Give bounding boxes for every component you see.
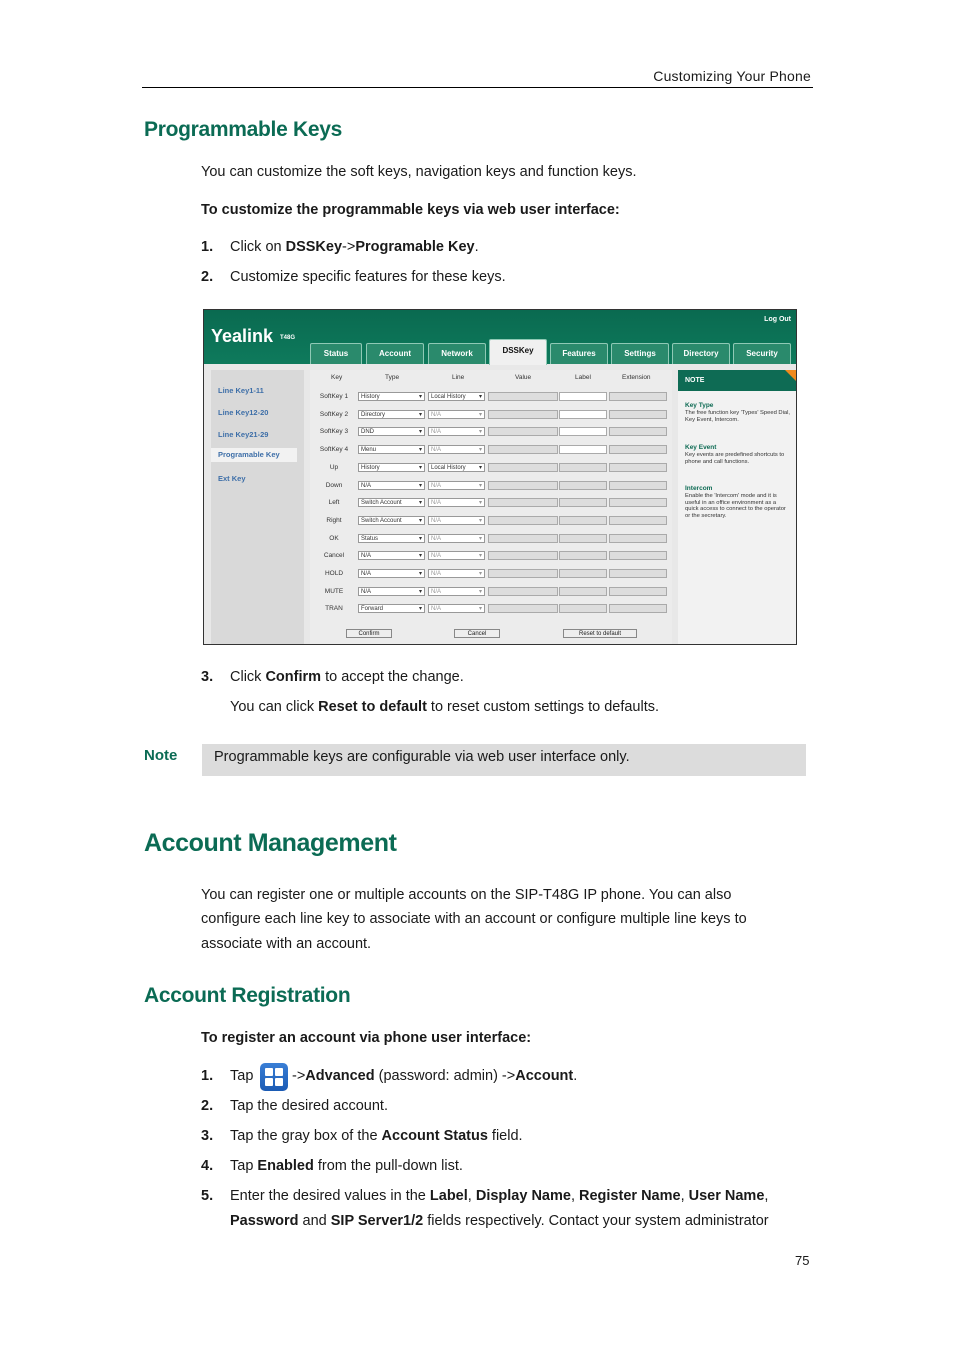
sidebar-item-programable-key[interactable]: Programable Key bbox=[211, 448, 297, 462]
step-number: 2. bbox=[201, 269, 214, 285]
value-field[interactable] bbox=[488, 427, 558, 436]
key-name: OK bbox=[329, 535, 339, 542]
type-select[interactable]: Forward ▾ bbox=[358, 604, 425, 613]
web-ui-screenshot bbox=[203, 309, 797, 645]
line-select[interactable]: N/A ▾ bbox=[428, 569, 485, 578]
value-field[interactable] bbox=[488, 604, 558, 613]
type-select[interactable]: Menu ▾ bbox=[358, 445, 425, 454]
value-field[interactable] bbox=[488, 534, 558, 543]
note-item-title: Key Type bbox=[685, 402, 714, 409]
column-header: Line bbox=[452, 374, 465, 381]
line-select[interactable]: N/A ▾ bbox=[428, 516, 485, 525]
line-select[interactable]: N/A ▾ bbox=[428, 587, 485, 596]
extension-field[interactable] bbox=[609, 534, 667, 543]
key-name: SoftKey 2 bbox=[319, 411, 349, 418]
step-number: 4. bbox=[201, 1158, 214, 1174]
value-field[interactable] bbox=[488, 410, 558, 419]
line-select[interactable]: N/A ▾ bbox=[428, 481, 485, 490]
heading-account-registration: Account Registration bbox=[144, 984, 351, 1007]
label-field[interactable] bbox=[559, 392, 607, 401]
extension-field[interactable] bbox=[609, 392, 667, 401]
key-name: Up bbox=[329, 464, 339, 471]
paragraph-line: associate with an account. bbox=[201, 936, 372, 952]
line-select[interactable]: N/A ▾ bbox=[428, 445, 485, 454]
key-name: TRAN bbox=[325, 605, 343, 612]
step-text: Customize specific features for these keys. bbox=[230, 269, 506, 285]
type-select[interactable]: History ▾ bbox=[358, 463, 425, 472]
intro-text: You can customize the soft keys, navigation keys and function keys. bbox=[201, 164, 637, 180]
reset-to-default-button[interactable]: Reset to default bbox=[563, 629, 637, 638]
column-header: Value bbox=[515, 374, 532, 381]
key-name: SoftKey 1 bbox=[319, 393, 349, 400]
line-select[interactable]: N/A ▾ bbox=[428, 427, 485, 436]
type-select[interactable]: Switch Account ▾ bbox=[358, 498, 425, 507]
step-number: 3. bbox=[201, 669, 214, 685]
type-select[interactable]: Status ▾ bbox=[358, 534, 425, 543]
extension-field[interactable] bbox=[609, 410, 667, 419]
label-field[interactable] bbox=[559, 427, 607, 436]
running-header: Customizing Your Phone bbox=[653, 68, 811, 84]
note-label: Note bbox=[144, 747, 178, 764]
tab-security[interactable]: Security bbox=[733, 343, 791, 364]
step-number: 1. bbox=[201, 239, 214, 255]
extension-field[interactable] bbox=[609, 587, 667, 596]
heading-programmable-keys: Programmable Keys bbox=[144, 118, 342, 141]
value-field[interactable] bbox=[488, 498, 558, 507]
paragraph-line: configure each line key to associate with an account or configure multiple line keys to bbox=[201, 911, 747, 927]
extension-field[interactable] bbox=[609, 569, 667, 578]
note-item-title: Intercom bbox=[685, 485, 713, 492]
step-number: 5. bbox=[201, 1188, 214, 1204]
label-field[interactable] bbox=[559, 498, 607, 507]
sidebar-item-line-key12-20[interactable]: Line Key12-20 bbox=[218, 408, 269, 417]
type-select[interactable]: N/A ▾ bbox=[358, 569, 425, 578]
label-field[interactable] bbox=[559, 516, 607, 525]
step-followup-text: You can click Reset to default to reset custom settings to defaults. bbox=[230, 699, 660, 715]
line-select[interactable]: N/A ▾ bbox=[428, 410, 485, 419]
sidebar-item-line-key1-11[interactable]: Line Key1-11 bbox=[218, 386, 264, 395]
line-select[interactable]: N/A ▾ bbox=[428, 534, 485, 543]
step-text: Tap Enabled from the pull-down list. bbox=[230, 1158, 463, 1174]
note-panel-title: NOTE bbox=[678, 370, 796, 391]
type-select[interactable]: History ▾ bbox=[358, 392, 425, 401]
type-select[interactable]: DND ▾ bbox=[358, 427, 425, 436]
tab-dsskey[interactable]: DSSKey bbox=[489, 339, 547, 365]
key-name: Right bbox=[326, 517, 342, 524]
sidebar-item-line-key21-29[interactable]: Line Key21-29 bbox=[218, 430, 269, 439]
note-item-text: Key events are predefined shortcuts to phone and call functions. bbox=[685, 452, 785, 465]
step-text: Tap bbox=[230, 1068, 254, 1084]
tab-settings[interactable]: Settings bbox=[611, 343, 669, 364]
logout-link[interactable]: Log Out bbox=[764, 316, 791, 323]
type-select[interactable]: N/A ▾ bbox=[358, 551, 425, 560]
extension-field[interactable] bbox=[609, 427, 667, 436]
heading-account-management: Account Management bbox=[144, 829, 397, 857]
note-item-text: Enable the 'Intercom' mode and it is useful in an office environment as a quick access to connect to the operator or the secretary. bbox=[685, 493, 786, 519]
tab-status[interactable]: Status bbox=[310, 343, 362, 364]
extension-field[interactable] bbox=[609, 551, 667, 560]
extension-field[interactable] bbox=[609, 516, 667, 525]
note-item-title: Key Event bbox=[685, 444, 717, 451]
paragraph-line: You can register one or multiple accounts on the SIP-T48G IP phone. You can also bbox=[201, 887, 732, 903]
key-name: Cancel bbox=[323, 552, 345, 559]
extension-field[interactable] bbox=[609, 463, 667, 472]
key-name: Left bbox=[328, 499, 340, 506]
note-corner-marker bbox=[785, 370, 796, 381]
step-text: Click on DSSKey->Programable Key. bbox=[230, 239, 479, 255]
confirm-button[interactable]: Confirm bbox=[346, 629, 392, 638]
header-rule bbox=[142, 87, 813, 88]
line-select[interactable]: N/A ▾ bbox=[428, 551, 485, 560]
procedure-title: To customize the programmable keys via web user interface: bbox=[201, 202, 620, 218]
value-field[interactable] bbox=[488, 463, 558, 472]
extension-field[interactable] bbox=[609, 445, 667, 454]
label-field[interactable] bbox=[559, 569, 607, 578]
extension-field[interactable] bbox=[609, 481, 667, 490]
key-name: HOLD bbox=[324, 570, 344, 577]
type-select[interactable]: Directory ▾ bbox=[358, 410, 425, 419]
label-field[interactable] bbox=[559, 410, 607, 419]
menu-grid-icon bbox=[260, 1063, 288, 1091]
procedure-title: To register an account via phone user interface: bbox=[201, 1030, 532, 1046]
tab-features[interactable]: Features bbox=[550, 343, 608, 364]
value-field[interactable] bbox=[488, 569, 558, 578]
type-select[interactable]: N/A ▾ bbox=[358, 481, 425, 490]
key-name: SoftKey 4 bbox=[319, 446, 349, 453]
label-field[interactable] bbox=[559, 445, 607, 454]
value-field[interactable] bbox=[488, 445, 558, 454]
key-name: MUTE bbox=[324, 588, 344, 595]
value-field[interactable] bbox=[488, 392, 558, 401]
label-field[interactable] bbox=[559, 587, 607, 596]
model-label: T48G bbox=[280, 335, 296, 341]
label-field[interactable] bbox=[559, 604, 607, 613]
cancel-button[interactable]: Cancel bbox=[454, 629, 500, 638]
page-number: 75 bbox=[795, 1253, 810, 1268]
column-header: Extension bbox=[622, 374, 651, 381]
value-field[interactable] bbox=[488, 551, 558, 560]
step-number: 1. bbox=[201, 1068, 214, 1084]
type-select[interactable]: Switch Account ▾ bbox=[358, 516, 425, 525]
step-number: 2. bbox=[201, 1098, 214, 1114]
value-field[interactable] bbox=[488, 481, 558, 490]
value-field[interactable] bbox=[488, 516, 558, 525]
type-select[interactable]: N/A ▾ bbox=[358, 587, 425, 596]
tab-network[interactable]: Network bbox=[428, 343, 486, 364]
line-select[interactable]: N/A ▾ bbox=[428, 498, 485, 507]
column-header: Type bbox=[385, 374, 400, 381]
step-text: Click Confirm to accept the change. bbox=[230, 669, 464, 685]
extension-field[interactable] bbox=[609, 498, 667, 507]
tab-account[interactable]: Account bbox=[366, 343, 424, 364]
value-field[interactable] bbox=[488, 587, 558, 596]
tab-directory[interactable]: Directory bbox=[672, 343, 730, 364]
step-text: Tap the desired account. bbox=[230, 1098, 388, 1114]
step-text: ->Advanced (password: admin) ->Account. bbox=[292, 1068, 578, 1084]
column-header: Label bbox=[575, 374, 591, 381]
label-field[interactable] bbox=[559, 551, 607, 560]
extension-field[interactable] bbox=[609, 604, 667, 613]
step-number: 3. bbox=[201, 1128, 214, 1144]
label-field[interactable] bbox=[559, 463, 607, 472]
key-name: Down bbox=[325, 482, 343, 489]
line-select[interactable]: N/A ▾ bbox=[428, 604, 485, 613]
sidebar-item-ext-key[interactable]: Ext Key bbox=[218, 474, 246, 483]
column-header: Key bbox=[331, 374, 343, 381]
note-text: Programmable keys are configurable via web user interface only. bbox=[214, 749, 630, 765]
step-text: Enter the desired values in the Label, Display Name, Register Name, User Name, Password and SIP Server1/2 fields respectively. Contact your system administrator bbox=[230, 1188, 769, 1229]
label-field[interactable] bbox=[559, 534, 607, 543]
key-name: SoftKey 3 bbox=[319, 428, 349, 435]
line-select[interactable]: Local History ▾ bbox=[428, 463, 485, 472]
note-item-text: The free function key 'Types' Speed Dial, Key Event, Intercom. bbox=[685, 410, 791, 423]
line-select[interactable]: Local History ▾ bbox=[428, 392, 485, 401]
label-field[interactable] bbox=[559, 481, 607, 490]
step-text: Tap the gray box of the Account Status field. bbox=[230, 1128, 523, 1144]
yealink-logo: Yealink bbox=[211, 326, 274, 346]
